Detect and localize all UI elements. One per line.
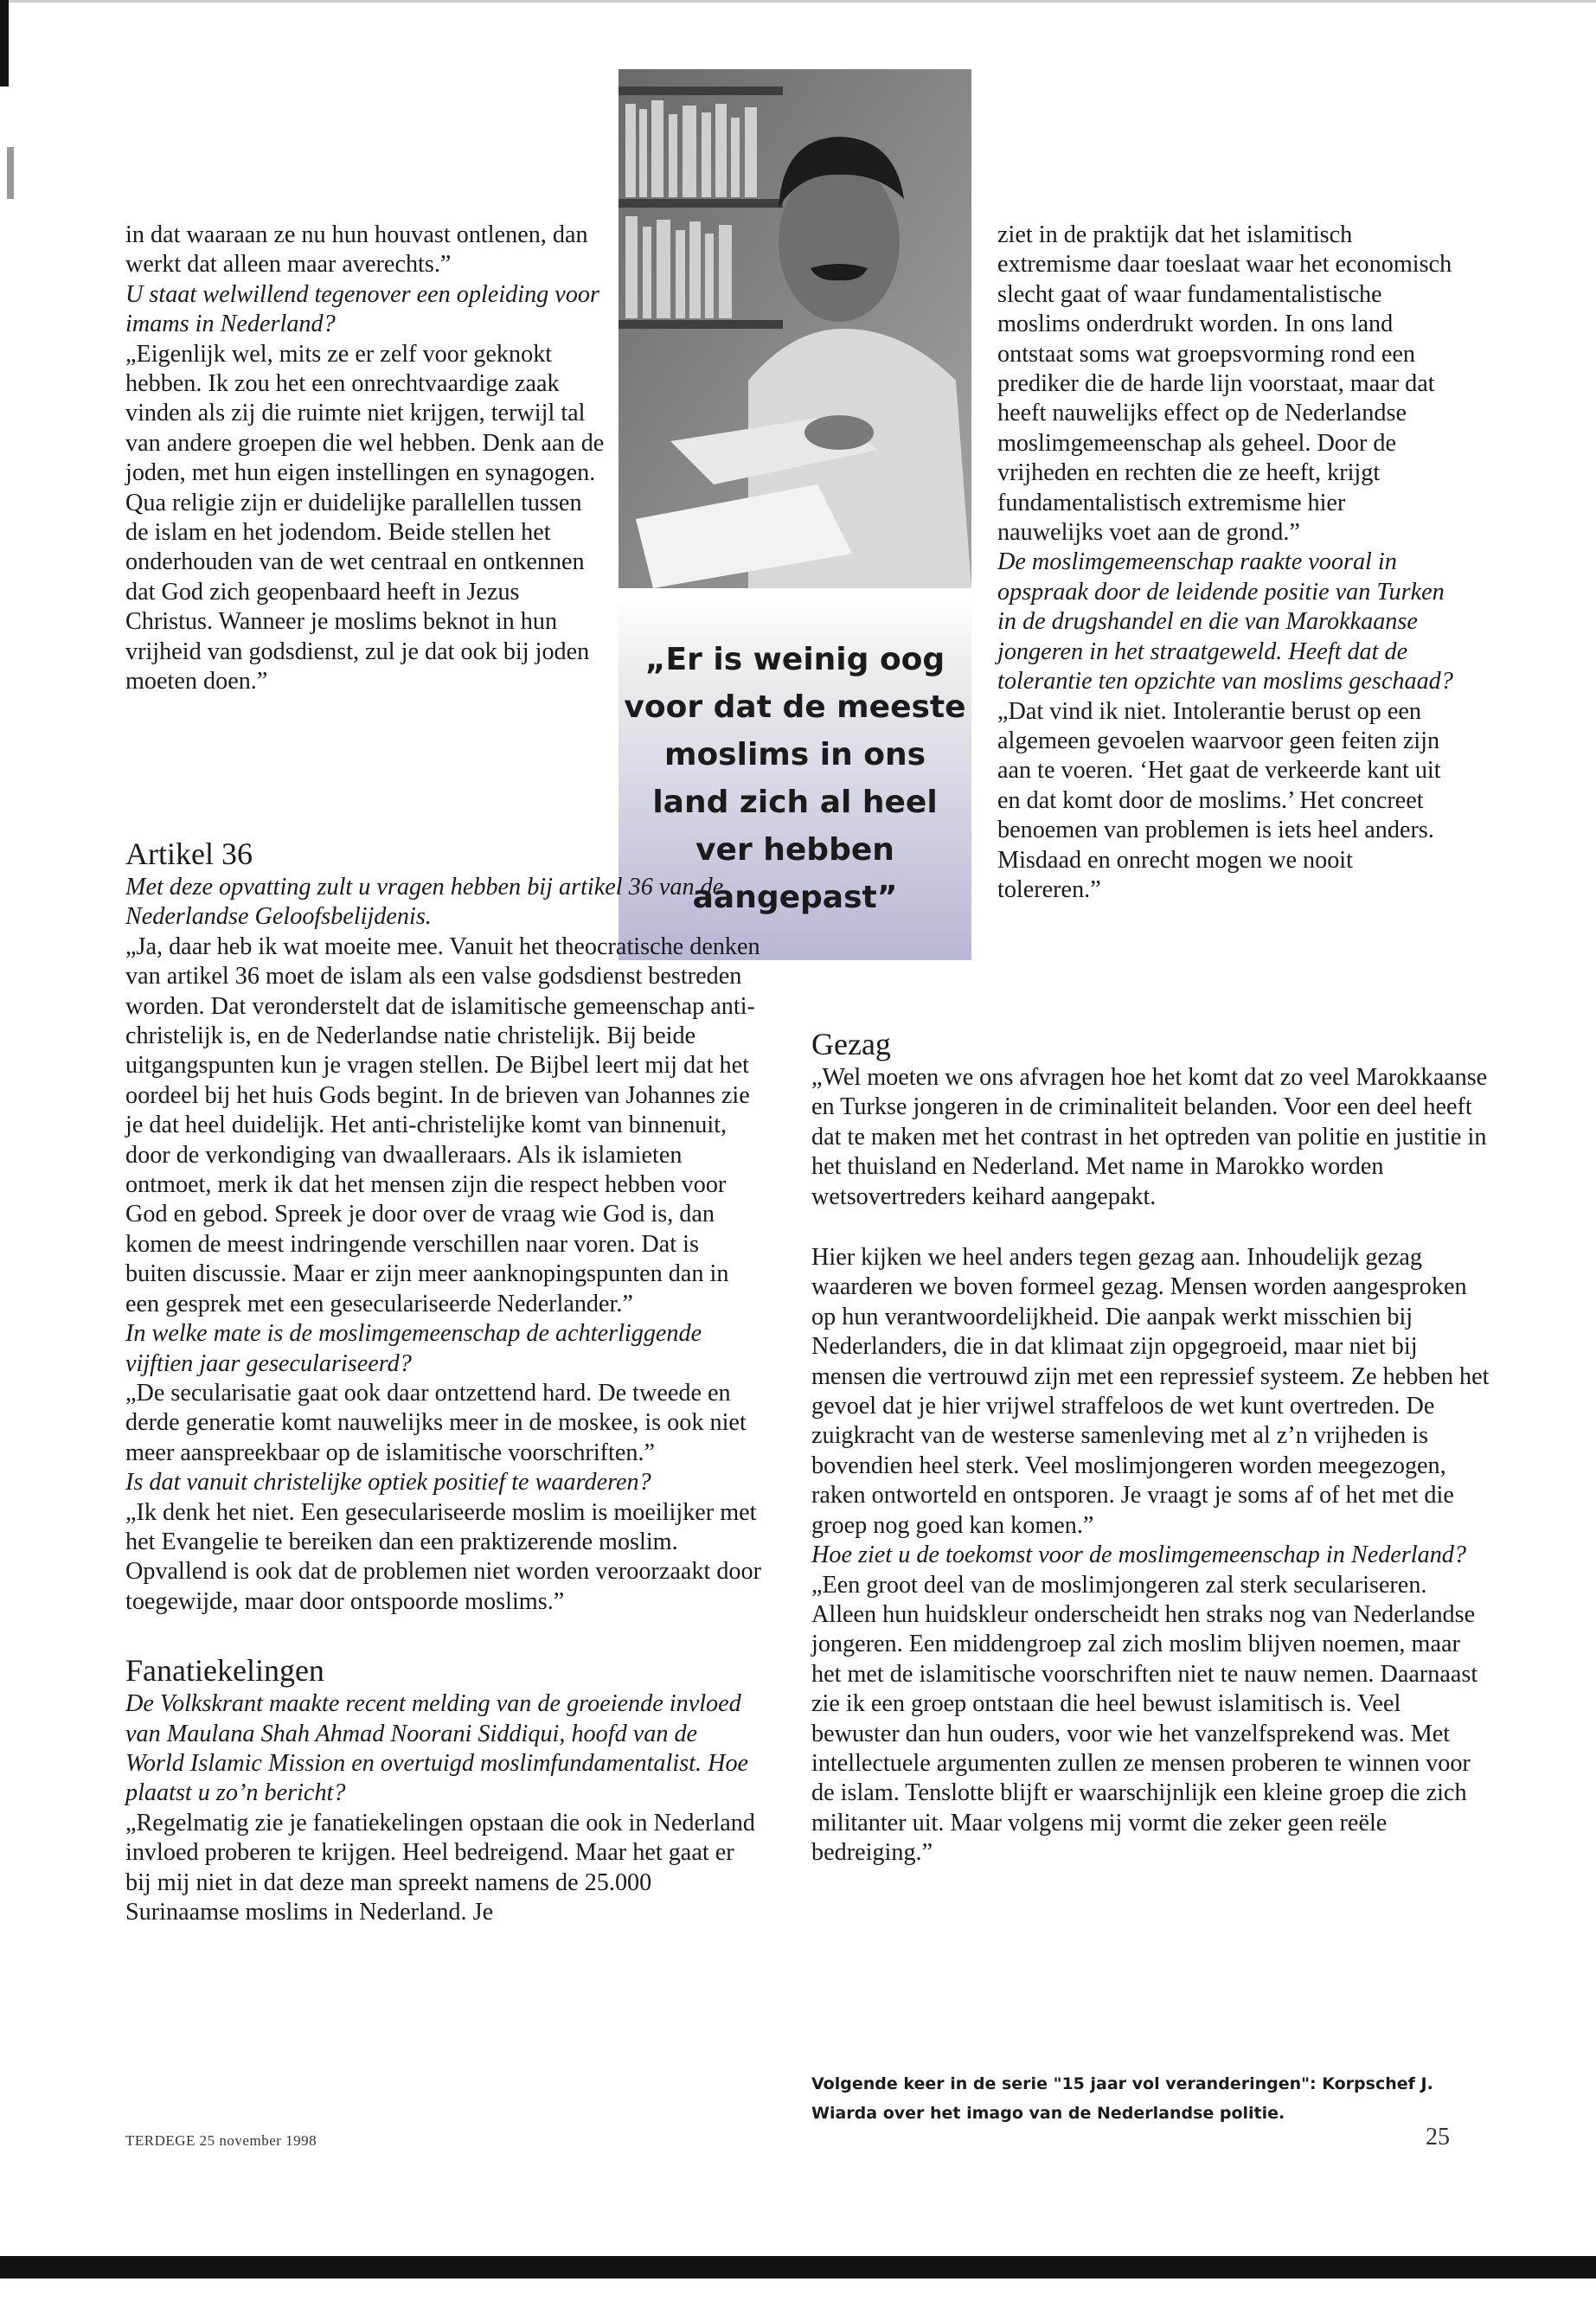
interview-answer: „Dat vind ik niet. Intolerantie berust op een algemeen gevoelen waarvoor geen feiten zijn aan te voeren. ‘Het gaat de verkeerde kant uit en dat komt door de moslims.’ Het concreet benoemen van problemen is iets heel anders. Misdaad en onrecht mogen we nooit tolereren.” — [997, 697, 1441, 903]
scan-edge-top — [0, 0, 1596, 3]
interview-question: Is dat vanuit christelijke optiek positief te waarderen? — [125, 1469, 651, 1497]
article-column-2-top — [997, 221, 1456, 905]
next-issue-note: Volgende keer in de serie "15 jaar vol veranderingen": Korpschef J. Wiarda over het imago van de Nederlandse politie. — [811, 2074, 1433, 2123]
man-reading-photo-icon — [619, 69, 971, 588]
pull-quote: „Er is weinig oog voor dat de meeste moslims in ons land zich al heel ver hebben aangepast” — [624, 642, 966, 915]
interview-question: In welke mate is de moslimgemeenschap de achterliggende vijftien jaar geseculariseerd? — [125, 1320, 702, 1377]
section-heading: Gezag — [811, 1027, 891, 1061]
interview-question: De Volkskrant maakte recent melding van de groeiende invloed van Maulana Shah Ahmad Noorani Siddiqui, hoofd van de World Islamic Mission en overtuigd moslimfundamentalist. Hoe plaatst u zo’n bericht? — [125, 1690, 749, 1807]
section-heading: Artikel 36 — [125, 836, 253, 871]
article-column-2-bottom — [811, 1025, 1495, 1868]
interview-question: De moslimgemeenschap raakte vooral in opspraak door de leidende positie van Turken in de drugshandel en die van Marokkaanse jongeren in het straatgeweld. Heeft dat de tolerantie ten opzichte van moslims geschaad? — [997, 548, 1453, 695]
interview-photo — [619, 69, 971, 588]
interview-answer: in dat waaraan ze nu hun houvast ontlenen, dan werkt dat alleen maar averechts.” — [125, 221, 588, 279]
scan-edge-left-mark — [7, 147, 14, 199]
paragraph-gap — [811, 1212, 1495, 1243]
footer-page-number: 25 — [1426, 2124, 1450, 2150]
interview-question: Met deze opvatting zult u vragen hebben bij artikel 36 van de Nederlandse Geloofsbelijdenis. — [125, 874, 724, 931]
interview-answer: „De secularisatie gaat ook daar ontzettend hard. De tweede en derde generatie komt nauwelijks meer in de moskee, is ook niet meer aanspreekbaar op de islamitische voorschriften.” — [125, 1379, 747, 1466]
section-spacer — [125, 1617, 761, 1651]
scan-edge-left — [0, 0, 9, 87]
interview-answer: ziet in de praktijk dat het islamitisch extremisme daar toeslaat waar het economisch slecht gaat of waar fundamentalistische moslims onderdrukt worden. In ons land ontstaat soms wat groepsvorming rond een prediker die de harde lijn voorstaat, maar dat heeft nauwelijks effect op de Nederlandse moslimgemeenschap als geheel. Door de vrijheden en rechten die ze heeft, krijgt fundamentalistisch extremisme hier nauwelijks voet aan de grond.” — [997, 221, 1452, 547]
interview-answer: „Wel moeten we ons afvragen hoe het komt dat zo veel Marokkaanse en Turkse jongeren in de criminaliteit belanden. Voor een deel heeft dat te maken met het contrast in het optreden van politie en justitie in het thuisland en Nederland. Met name in Marokko worden wetsovertreders keihard aangepakt. — [811, 1064, 1488, 1210]
interview-answer: „Een groot deel van de moslimjongeren zal sterk seculariseren. Alleen hun huidskleur onderscheidt hen straks nog van Nederlandse jongeren. Een middengroep zal zich moslim blijven noemen, maar het met de islamitische voorschriften niet te nauw nemen. Daarnaast zie ik een groep ontstaan die heel bewust islamitisch is. Veel bewuster dan hun ouders, voor wie het vanzelfsprekend was. Met intellectuele argumenten zullen ze mensen proberen te winnen voor de islam. Tenslotte blijft er waarschijnlijk een kleine groep die zich militanter uit. Maar volgens mij vormt die zeker geen reële bedreiging.” — [811, 1571, 1478, 1867]
interview-answer: Hier kijken we heel anders tegen gezag aan. Inhoudelijk gezag waarderen we boven formeel gezag. Mensen worden aangesproken op hun verantwoordelijkheid. Die aanpak werkt misschien bij Nederlanders, die in dat klimaat zijn opgegroeid, maar niet bij mensen die vertrouwd zijn met een repressief systeem. Ze hebben het gevoel dat je hier vrijwel straffeloos de wet kunt overtreden. De zuigkracht van de westerse samenleving met al z’n vrijheden is bovendien heel sterk. Veel moslimjongeren worden meegezogen, raken ontworteld en ontsporen. Je vraagt je soms af of het met die groep nog goed kan komen.” — [811, 1244, 1490, 1539]
article-column-1-bottom — [125, 835, 761, 1927]
interview-answer: „Eigenlijk wel, mits ze er zelf voor geknokt hebben. Ik zou het een onrechtvaardige zaak vinden als zij die ruimte niet krijgen, terwijl tal van andere groepen die wel hebben. Denk aan de joden, met hun eigen instellingen en synagogen. Qua religie zijn er duidelijke parallellen tussen de islam en het jodendom. Beide stellen het onderhouden van de wet centraal en ontkennen dat God zich geopenbaard heeft in Jezus Christus. Wanneer je moslims beknot in hun vrijheid van godsdienst, zul je dat ook bij joden moeten doen.” — [125, 340, 605, 695]
article-column-1-top — [125, 221, 610, 697]
section-heading: Fanatiekelingen — [125, 1653, 324, 1689]
interview-answer: „Ik denk het niet. Een geseculariseerde moslim is moeilijker met het Evangelie te bereiken dan een praktizerende moslim. Opvallend is ook dat de problemen niet worden veroorzaakt door toegewijde, maar door ontspoorde moslims.” — [125, 1498, 761, 1615]
interview-answer: „Regelmatig zie je fanatiekelingen opstaan die ook in Nederland invloed proberen te krijgen. Heel bedreigend. Maar het gaat er bij mij niet in dat deze man spreekt namens de 25.000 Surinaamse moslims in Nederland. Je — [125, 1809, 755, 1926]
interview-question: Hoe ziet u de toekomst voor de moslimgemeenschap in Nederland? — [811, 1541, 1466, 1569]
interview-answer: „Ja, daar heb ik wat moeite mee. Vanuit het theocratische denken van artikel 36 moet de islam als een valse godsdienst bestreden worden. Dat veronderstelt dat de islamitische gemeenschap anti-christelijk is, en de Nederlandse natie christelijk. Bij beide uitgangspunten kun je vragen stellen. De Bijbel leert mij dat het oordeel bij het huis Gods begint. In de brieven van Johannes zie je dat heel duidelijk. Het anti-christelijke komt van binnenuit, door de verkondiging van dwaalleraars. Als ik islamieten ontmoet, merk ik dat het mensen zijn die respect hebben voor God en gebod. Spreek je door over de vraag wie God is, dan komen de meest indringende verschillen naar voren. Dat is buiten discussie. Maar er zijn meer aanknopingspunten dan in een gesprek met een geseculariseerde Nederlander.” — [125, 933, 760, 1317]
scan-edge-bottom — [0, 2256, 1596, 2279]
interview-question: U staat welwillend tegenover een opleiding voor imams in Nederland? — [125, 280, 599, 338]
footer-publication: TERDEGE 25 november 1998 — [125, 2132, 317, 2149]
